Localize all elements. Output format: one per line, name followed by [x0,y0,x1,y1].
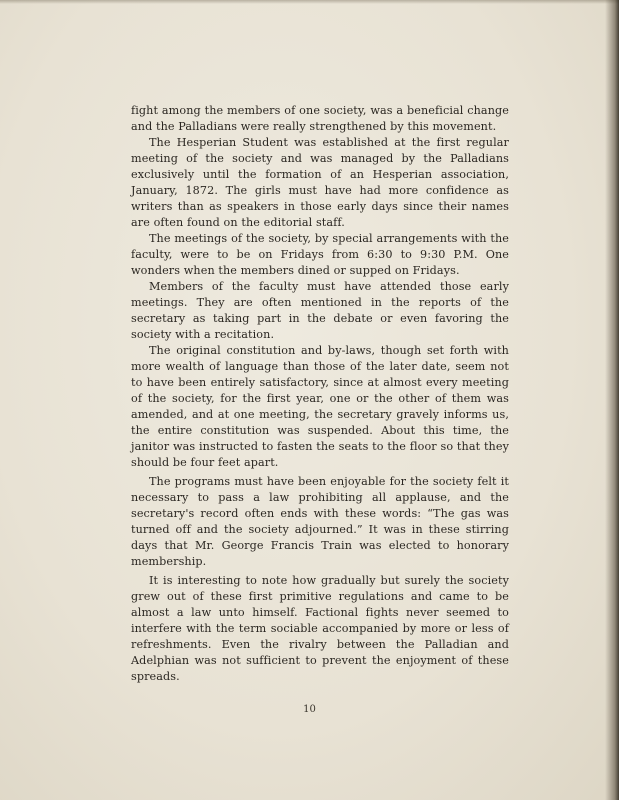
paragraph-1: fight among the members of one society, was a beneficial change and the Palladians were really strengthened by this movement. [131,104,509,133]
page-top-edge [0,0,619,4]
body-text [131,103,509,685]
paragraph-3: The meetings of the society, by special arrangements with the faculty, were to be on Fridays from 6:30 to 9:30 P.M. One wonders when the members dined or supped on Fridays. [131,232,509,277]
paragraph-4: Members of the faculty must have attended those early meetings. They are often mentioned in the reports of the secretary as taking part in the debate or even favoring the society with a recitation. [131,280,509,341]
paragraph-5: The original constitution and by-laws, though set forth with more wealth of language than those of the later date, seem not to have been entirely satisfactory, since at almost every meeting of the society, for the first year, one or the other of them was amended, and at one meeting, the secretary gravely informs us, the entire constitution was suspended. About this time, the janitor was instructed to fasten the seats to the floor so that they should be four feet apart. [131,344,509,469]
page-number: 10 [303,704,316,715]
paragraph-7: It is interesting to note how gradually but surely the society grew out of these first primitive regulations and came to be almost a law unto himself. Factional fights never seemed to interfere with the term sociable accompanied by more or less of refreshments. Even the rivalry between the Palladian and Adelphian was not sufficient to prevent the enjoyment of these spreads. [131,574,509,683]
paragraph-6: The programs must have been enjoyable for the society felt it necessary to pass a law prohibiting all applause, and the secretary's record often ends with these words: “The gas was turned off and the society adjourned.” It was in these stirring days that Mr. George Francis Train was elected to honorary membership. [131,475,509,568]
binding-shadow [605,0,619,800]
paragraph-2: The Hesperian Student was established at the first regular meeting of the society and was managed by the Palladians exclusively until the formation of an Hesperian association, January, 1872. The girls must have had more confidence as writers than as speakers in those early days since their names are often found on the editorial staff. [131,136,509,229]
